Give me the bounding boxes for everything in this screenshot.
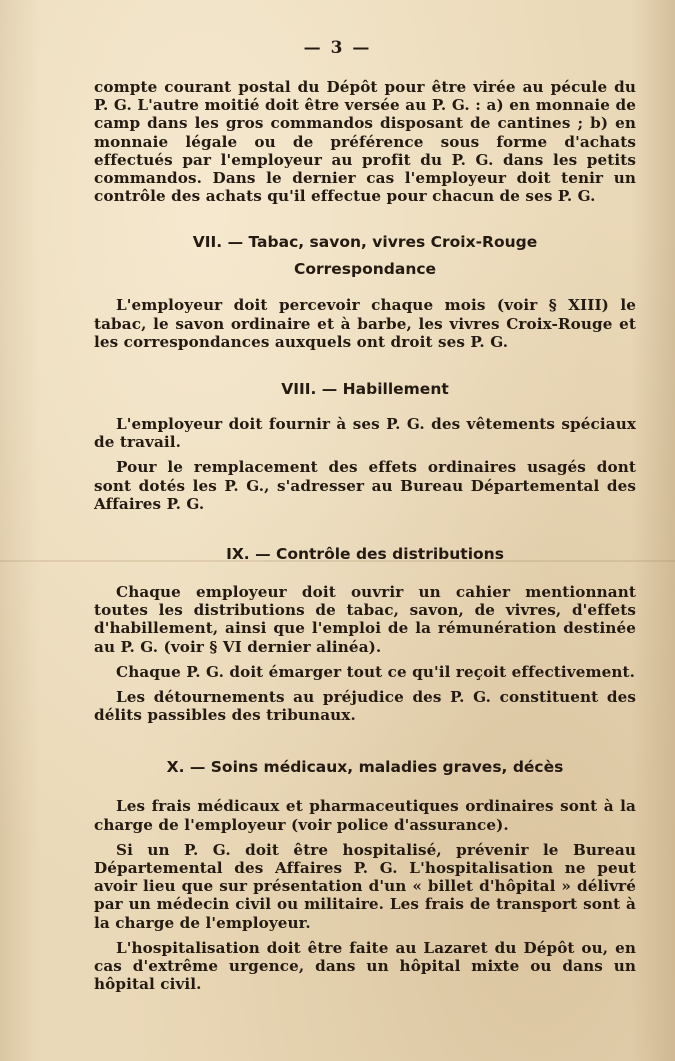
paragraph: L'hospitalisation doit être faite au Lazaret du Dépôt ou, en cas d'extrême urgence, dans un hôpital mixte ou dans un hôpital civil. [94, 938, 636, 994]
page-number: — 3 — [303, 38, 372, 58]
paragraph: Chaque employeur doit ouvrir un cahier mentionnant toutes les distributions de tabac, savon, de vivres, d'effets d'habillement, ainsi que l'emploi de la rémunération destinée au P. G. (voir § VI dernier alinéa). [94, 583, 636, 656]
paragraph: Chaque P. G. doit émarger tout ce qu'il reçoit effectivement. [116, 662, 636, 681]
section-title: X. — Soins médicaux, maladies graves, décès [166, 758, 564, 777]
paragraph: Les détournements au préjudice des P. G. constituent des délits passibles des tribunaux. [94, 688, 636, 725]
section-title: VIII. — Habillement [281, 380, 449, 399]
section-title: IX. — Contrôle des distributions [226, 545, 504, 564]
paragraph: Si un P. G. doit être hospitalisé, prévenir le Bureau Départemental des Affaires P. G. L'hospitalisation ne peut avoir lieu que sur présentation d'un « billet d'hôpital » délivré par un médecin civil ou militaire. Les frais de transport sont à la charge de l'employeur. [94, 840, 636, 932]
section-viii [94, 376, 636, 513]
section-title: VII. — Tabac, savon, vivres Croix-Rouge [192, 233, 538, 252]
paragraph: L'employeur doit fournir à ses P. G. des vêtements spéciaux de travail. [94, 415, 636, 452]
page-content [94, 78, 636, 994]
section-subtitle: Correspondance [293, 260, 437, 279]
paragraph: Pour le remplacement des effets ordinaires usagés dont sont dotés les P. G., s'adresser au Bureau Départemental des Affaires P. G. [94, 458, 636, 513]
intro-paragraph: compte courant postal du Dépôt pour être virée au pécule du P. G. L'autre moitié doit être versée au P. G. : a) en monnaie de camp dans les gros commandos disposant de cantines ; b) en monnaie légale ou de préférence sous forme d'achats effectués par l'employeur au profit du P. G. dans les petits commandos. Dans le dernier cas l'employeur doit tenir un contrôle des achats qu'il effectue pour chacun de ses P. G. [94, 78, 636, 206]
paragraph: L'employeur doit percevoir chaque mois (voir § XIII) le tabac, le savon ordinaire et à barbe, les vivres Croix-Rouge et les correspondances auxquels ont droit ses P. G. [94, 296, 636, 351]
paragraph: Les frais médicaux et pharmaceutiques ordinaires sont à la charge de l'employeur (voir police d'assurance). [94, 797, 636, 834]
section-ix [94, 541, 636, 724]
section-x [94, 754, 636, 993]
section-vii [94, 229, 636, 351]
